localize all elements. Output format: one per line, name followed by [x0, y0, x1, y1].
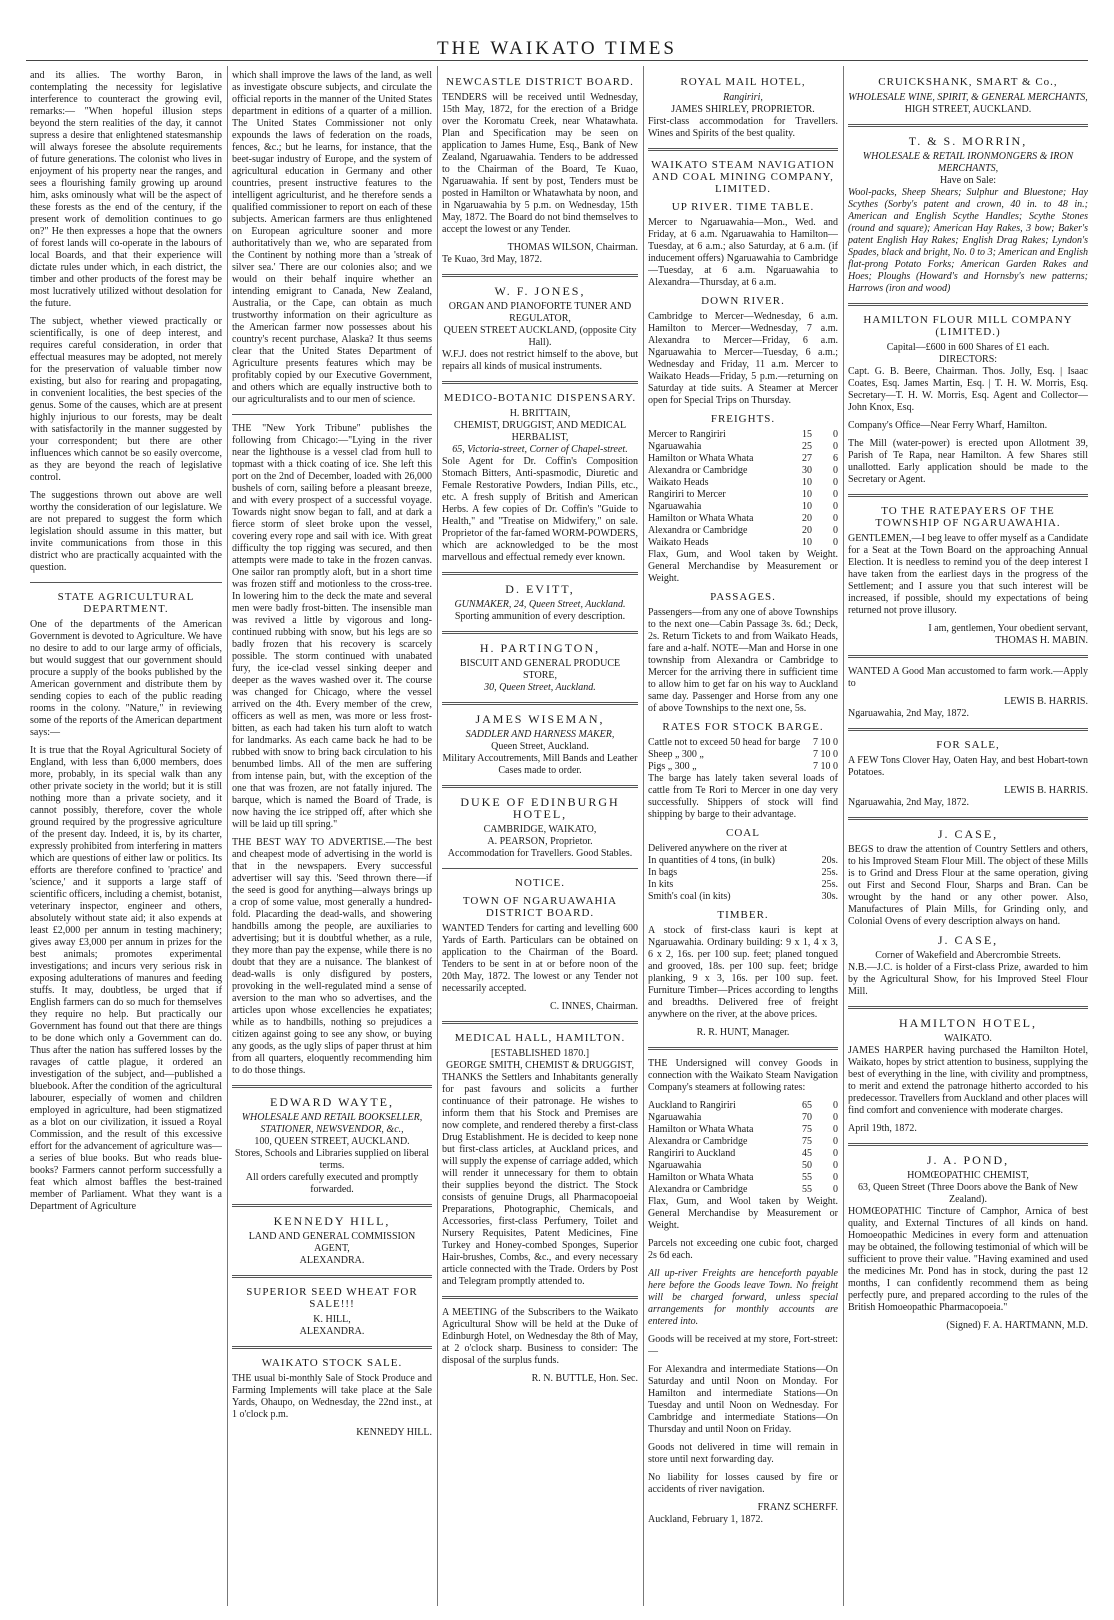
ad-body: Wool-packs, Sheep Shears; Sulphur and Bluestone; Hay Scythes (Sorby's patent and crown, 40 in. to 48 in.; American and English Scythe Handles; Scythe Stones (round and square); American Hay Rakes, 3 bow; Baker's patent English Hay Rakes; English Drag Rakes; Lyndon's Spades, black and bright, No. 0 to 3; American and English flat-prong Potato Forks; American Garden Rakes and Hoes; Ploughs (Howard's and Hornsby's new patterns; Harrows (iron and wood) — [848, 187, 1088, 294]
ad-heading: EDWARD WAYTE, — [270, 1095, 394, 1109]
ad-heading: FOR SALE, — [936, 739, 1000, 751]
conveyance-row — [648, 1112, 838, 1124]
freight-row — [648, 525, 838, 537]
ad-line: Capital—£600 in 600 Shares of £1 each. — [886, 342, 1050, 353]
divider — [442, 785, 638, 788]
article-paragraph: One of the departments of the American Government is devoted to Agriculture. We have no desire to add to our large army of officials, but would suggest that our government should procure a supply of the books published by the American government and distribute them by sending copies to each of the public reading rooms in the colony. "Nature," in reviewing some of the reports of the American department says:— — [30, 619, 222, 738]
divider — [232, 1204, 432, 1207]
section-heading: RATES FOR STOCK BARGE. — [662, 721, 824, 733]
ad-heading: WAIKATO STEAM NAVIGATION AND COAL MINING COMPANY, LIMITED. — [651, 159, 835, 195]
rate-route: Alexandra or Cambridge — [648, 1136, 748, 1147]
rate-route: Rangiriri to Auckland — [648, 1148, 736, 1159]
ad-town: ALEXANDRA. — [299, 1255, 365, 1266]
column-rule — [843, 66, 844, 1606]
rate-value: 15 — [802, 429, 812, 440]
stock-rate-row — [648, 737, 838, 749]
rate-value: 7 10 0 — [813, 749, 838, 760]
rate-value: 0 — [833, 429, 838, 440]
ad-name: GEORGE SMITH, CHEMIST & DRUGGIST, — [446, 1060, 634, 1071]
conveyance-row — [648, 1100, 838, 1112]
rate-value: 30s. — [821, 891, 838, 902]
ad-body: First-class accommodation for Travellers. Wines and Spirits of the best quality. — [648, 116, 838, 139]
divider — [848, 1006, 1088, 1009]
section-heading: COAL — [726, 827, 760, 839]
rate-route: Ngaruawahia — [648, 1160, 702, 1171]
divider — [848, 494, 1088, 497]
ad-heading: J. CASE, — [937, 827, 999, 841]
ad-trade: GUNMAKER, 24, Queen Street, Auckland. — [454, 599, 626, 610]
rate-value: 0 — [833, 1124, 838, 1135]
rate-route: Smith's coal (in kits) — [648, 891, 731, 902]
ad-body: Accommodation for Travellers. Good Stables. — [447, 848, 633, 859]
conveyance-row — [648, 1148, 838, 1160]
stock-rates-table — [648, 737, 838, 773]
stock-rate-row — [648, 749, 838, 761]
rate-value: 0 — [833, 501, 838, 512]
ad-address: 30, Queen Street, Auckland. — [484, 682, 596, 693]
masthead: THE WAIKATO TIMES — [437, 38, 677, 59]
divider — [232, 1275, 432, 1278]
column-3 — [442, 70, 638, 1605]
coal-row — [648, 855, 838, 867]
rate-value: 20 — [802, 525, 812, 536]
ad-body: Company's Office—Near Ferry Wharf, Hamilton. — [848, 420, 1048, 431]
ad-signature: KENNEDY HILL. — [356, 1427, 432, 1438]
ad-heading: J. A. POND, — [926, 1153, 1010, 1167]
ad-address: QUEEN STREET AUCKLAND, (opposite City Hall). — [443, 325, 637, 348]
ad-signature: R. N. BUTTLE, Hon. Sec. — [531, 1373, 638, 1384]
column-rule — [643, 66, 644, 1606]
ad-line: I am, gentlemen, Your obedient servant, — [928, 623, 1088, 634]
rate-route: In bags — [648, 867, 678, 878]
ad-address: HIGH STREET, AUCKLAND. — [904, 104, 1032, 115]
ad-body: Military Accoutrements, Mill Bands and Leather Cases made to order. — [442, 753, 638, 776]
rate-value: 0 — [833, 441, 838, 452]
freight-row — [648, 441, 838, 453]
ad-heading: MEDICO-BOTANIC DISPENSARY. — [443, 392, 637, 404]
ad-town: WAIKATO. — [944, 1033, 992, 1044]
rate-value: 0 — [833, 1184, 838, 1195]
ad-date: Te Kuao, 3rd May, 1872. — [442, 254, 543, 265]
rate-value: 75 — [802, 1136, 812, 1147]
ad-body: JAMES HARPER having purchased the Hamilton Hotel, Waikato, hopes by strict attention to business, supplying the best of everything in the line, with civility and promptness, to merit and extend the patronage hitherto accorded to his predecessor. Travellers from Auckland and other places will find comfort and convenience with moderate charges. — [848, 1045, 1088, 1116]
ad-heading: ROYAL MAIL HOTEL, — [680, 76, 806, 88]
column-rule — [227, 66, 228, 1606]
rate-route: Waikato Heads — [648, 537, 709, 548]
divider — [442, 572, 638, 575]
ad-body: The Mill (water-power) is erected upon Allotment 39, Parish of Te Rapa, near Hamilton. A few Shares still unallotted. Early application should be made to the Secretary or Agent. — [848, 438, 1088, 485]
rate-value: 0 — [833, 1136, 838, 1147]
ad-body: Capt. G. B. Beere, Chairman. Thos. Jolly, Esq. | Isaac Coates, Esq. James Martin, Esq. | T. H. W. Morris, Esq. Secretary—T. H. W. Morris, Esq. Agent and Collector—John Knox, Esq. — [848, 366, 1088, 413]
rate-value: 0 — [833, 1160, 838, 1171]
divider — [232, 1346, 432, 1349]
ad-body: WANTED A Good Man accustomed to farm work.—Apply to — [848, 666, 1088, 689]
article-heading: STATE AGRICULTURAL DEPARTMENT. — [57, 591, 195, 615]
freight-row — [648, 489, 838, 501]
rate-route: Waikato Heads — [648, 477, 709, 488]
ad-signature: THOMAS H. MABIN. — [995, 635, 1088, 646]
ad-line: Stores, Schools and Libraries supplied on liberal terms. — [234, 1148, 430, 1171]
article-paragraph: THE "New York Tribune" publishes the following from Chicago:—"Lying in the river near the lighthouse is a vessel clad from hull to topmast with a thick coating of ice. She left this port on the 2nd of December, loaded with 26,000 bushels of corn, sailing before a pleasant breeze, and with every prospect of a successful voyage. Towards night snow began to fall, and at dark a fierce storm of sleet broke upon the vessel, covering every rope and sail with ice. With great difficulty the top rigging was secured, and then attempts were made to take in the frozen canvas. One sailor ran promptly aloft, but in a short time was frozen stiff and motionless to the cross-tree. In lowering him to the deck the mate and several men were badly frost-bitten. The insensible man was revived a little by vigorous and long-continued rubbing with snow, but his legs are so badly frozen that his recovery is scarcely possible. The storm continued with unabated fury, the ice-clad vessel sinking deeper and deeper as the waves washed over it. The course was changed for Chicago, where the vessel arrived on the 4th. Every member of the crew, officers as well as men, was more or less frost-bitten, as each had taken his turn aloft to watch for landmarks. As each came back he had to be rubbed with snow to bring back circulation to his benumbed limbs. All of the men are suffering from intense pain, but, with the exception of the one that was frozen, are not fatally injured. The barque, which is named the Board of Trade, is now having the ice stripped off, after which she will be laid up till spring." — [232, 423, 432, 830]
timetable-text: Cambridge to Mercer—Wednesday, 6 a.m. Hamilton to Mercer—Wednesday, 7 a.m. Alexandra to Mercer—Friday, 6 a.m. Ngaruawahia to Mercer—Tuesday, 6 a.m.; Wednesday and Friday, 11 a.m. Mercer to Waikato Heads—Friday, 5 p.m.—returning on Saturday at tide suits. A Steamer at Mercer open for Special Trips on Thursday. — [648, 311, 838, 406]
ad-line: Have on Sale: — [939, 175, 997, 186]
ad-heading: KENNEDY HILL, — [273, 1214, 391, 1228]
coal-row — [648, 891, 838, 903]
ad-proprietor: JAMES SHIRLEY, PROPRIETOR. — [671, 104, 815, 115]
divider — [848, 124, 1088, 127]
ad-heading: TOWN OF NGARUAWAHIA DISTRICT BOARD. — [462, 895, 618, 919]
ad-date: Ngaruawahia, 2nd May, 1872. — [848, 708, 969, 719]
conveyance-rates-table — [648, 1100, 838, 1196]
divider — [442, 274, 638, 277]
ad-date: April 19th, 1872. — [848, 1123, 917, 1134]
freight-row — [648, 429, 838, 441]
rate-route: In quantities of 4 tons, (in bulk) — [648, 855, 775, 866]
divider — [442, 702, 638, 705]
ad-date: Auckland, February 1, 1872. — [648, 1514, 763, 1525]
timetable-text: Mercer to Ngaruawahia—Mon., Wed. and Friday, at 6 a.m. Ngaruawahia to Hamilton—Tuesday, at 6 a.m.; also Saturday, at 6 a.m. (if inducement offers) Ngaruawahia to Cambridge—Tuesday, at 6 a.m. Ngaruawahia to Alexandra—Thursday, at 6 a.m. — [648, 217, 838, 288]
rate-value: 20 — [802, 513, 812, 524]
divider — [442, 381, 638, 384]
conveyance-row — [648, 1172, 838, 1184]
ad-note: Flax, Gum, and Wool taken by Weight. General Merchandise by Measurement or Weight. — [648, 549, 838, 584]
ad-heading: W. F. JONES, — [494, 284, 586, 298]
ad-heading: WAIKATO STOCK SALE. — [261, 1357, 403, 1369]
article-paragraph: and its allies. The worthy Baron, in contemplating the necessity for legislative interference to counteract the growing evil, remarks:— "When hopeful illusion steps beyond the stern realities of the day, it cannot supress a desire that enlightened statesmanship will always foresee the absolute requirements of future generations. The colonist who lives in enjoyment of his property near the ranges, and sees a flourishing family growing up around him, asks ominously what will be the aspect of these forests as the end of the century, if the present work of demolition continues to go on?" He then expresses a hope that the owners of forest lands will co-operate in the labours of local Boards, and that their experience will dictate rules under which, in each district, the timber and other products of the forest may be most lucratively utilized without desolation for the future. — [30, 70, 222, 309]
ad-body: TENDERS will be received until Wednesday, 15th May, 1872, for the erection of a Bridge over the Koromatu Creek, near Whatawhata. Plan and Specification may be seen on application to James Hume, Esq., Bank of New Zealand, Ngaruawahia. Tenders to be addressed to the Chairman of the Board, Te Kuao, Ngaruawahia. If sent by post, Tenders must be posted in Hamilton or Whatawhata by noon, and in Ngaruawahia by 5 p.m. on Wednesday, 15th May, 1872. The Board do not bind themselves to accept the lowest or any Tender. — [442, 92, 638, 235]
ad-heading: HAMILTON FLOUR MILL COMPANY (LIMITED.) — [863, 314, 1073, 338]
rate-value: 7 10 0 — [813, 737, 838, 748]
divider — [442, 868, 638, 869]
ad-body: HOMŒOPATHIC Tincture of Camphor, Arnica of best quality, and External Tinctures of all kinds on hand. Homoeopathic Medicines in every form and attenuation may be obtained, the following testimonial of which will be sufficient to prove their value. "Having examined and used the medicines Mr. Pond has in stock, during the past 12 months, I can confidently recommend them as being perfectly pure, and prepared according to the rules of the British Homoeopathic Pharmacopoeia." — [848, 1206, 1088, 1313]
rate-value: 75 — [802, 1124, 812, 1135]
divider — [848, 303, 1088, 306]
ad-address: 100, QUEEN STREET, AUCKLAND. — [254, 1136, 410, 1147]
rate-value: 55 — [802, 1184, 812, 1195]
ad-heading: HAMILTON HOTEL, — [899, 1016, 1037, 1030]
rate-value: 0 — [833, 513, 838, 524]
rate-route: Ngaruawahia — [648, 1112, 702, 1123]
ad-signature: R. R. HUNT, Manager. — [696, 1027, 790, 1038]
freight-row — [648, 513, 838, 525]
rate-value: 10 — [802, 537, 812, 548]
rate-value: 25s. — [821, 867, 838, 878]
rate-value: 10 — [802, 489, 812, 500]
coal-row — [648, 867, 838, 879]
ad-heading: T. & S. MORRIN, — [908, 134, 1028, 148]
rate-value: 0 — [833, 489, 838, 500]
ad-trade: WHOLESALE AND RETAIL BOOKSELLER, STATIONER, NEWSVENDOR, &c., — [241, 1112, 423, 1135]
freight-row — [648, 453, 838, 465]
ad-line: All orders carefully executed and promptly forwarded. — [245, 1172, 419, 1195]
divider — [232, 414, 432, 415]
divider — [848, 817, 1088, 820]
ad-note: No liability for losses caused by fire or accidents of river navigation. — [648, 1472, 838, 1495]
ad-body: A FEW Tons Clover Hay, Oaten Hay, and best Hobart-town Potatoes. — [848, 755, 1088, 778]
column-2 — [232, 70, 432, 1605]
ad-trade: BISCUIT AND GENERAL PRODUCE STORE, — [459, 658, 621, 681]
section-heading: PASSAGES. — [710, 591, 776, 603]
ad-address: Corner of Wakefield and Abercrombie Streets. — [875, 950, 1061, 961]
divider — [648, 148, 838, 151]
rate-value: 0 — [833, 1172, 838, 1183]
rate-value: 0 — [833, 537, 838, 548]
ad-heading: D. EVITT, — [505, 582, 575, 596]
ad-note: The barge has lately taken several loads of cattle from Te Rori to Mercer in one day very successfully. Shippers of stock will find shipping by barge to their advantage. — [648, 773, 838, 820]
ad-body: THE Undersigned will convey Goods in connection with the Waikato Steam Navigation Company's steamers at following rates: — [648, 1058, 838, 1093]
ad-address: Queen Street, Auckland. — [491, 741, 589, 752]
ad-heading: MEDICAL HALL, HAMILTON. — [454, 1032, 626, 1044]
ad-body: W.F.J. does not restrict himself to the above, but repairs all kinds of musical instruments. — [442, 349, 638, 372]
freight-row — [648, 501, 838, 513]
rate-route: Hamilton or Whata Whata — [648, 453, 754, 464]
ad-note: For Alexandra and intermediate Stations—On Saturday and until Noon on Monday. For Hamilton and intermediate Stations—On Tuesday and until Noon on Wednesday. For Cambridge and intermediate Stations—On Thursday and until Noon on Friday. — [648, 1364, 838, 1435]
ad-signature: FRANZ SCHERFF. — [757, 1502, 838, 1513]
rate-route: Hamilton or Whata Whata — [648, 513, 754, 524]
ad-heading: TO THE RATEPAYERS OF THE TOWNSHIP OF NGARUAWAHIA. — [875, 505, 1061, 529]
conveyance-row — [648, 1136, 838, 1148]
rate-value: 0 — [833, 525, 838, 536]
divider — [30, 582, 222, 583]
ad-note: Parcels not exceeding one cubic foot, charged 2s 6d each. — [648, 1238, 838, 1261]
ad-body: Sporting ammunition of every description. — [454, 611, 626, 622]
section-heading: FREIGHTS. — [710, 413, 776, 425]
ad-name: H. BRITTAIN, — [509, 408, 571, 419]
coal-row — [648, 879, 838, 891]
rate-route: Auckland to Rangiriri — [648, 1100, 736, 1111]
rate-value: 27 — [802, 453, 812, 464]
ad-heading: DUKE OF EDINBURGH HOTEL, — [460, 795, 620, 821]
ad-body: THE usual bi-monthly Sale of Stock Produce and Farming Implements will take place at the Sale Yards, Ohaupo, on Wednesday, the 22nd inst., at 1 o'clock p.m. — [232, 1373, 432, 1420]
article-paragraph: THE BEST WAY TO ADVERTISE.—The best and cheapest mode of advertising in the world is that in the newspapers. Every successful advertiser will say this. 'Seed thrown there—if the seed is good for anything—always brings up a crop of some value, most generally a hundred-fold. Placarding the dead-walls, and showering handbills among the people, are auxiliaries to advertising; but it is doubtful whether, as a rule, they more than pay the expense, while there is no doubt that they are a nuisance. The blankest of dead-walls is only disfigured by posters, provoking in the well-regulated mind a sense of aversion to the man who so advertises, and the articles upon whose excellencies he expatiates; while as to handbills, nothing so prejudices a citizen against going to see any show, or buying any goods, as the ugly slips of paper thrust at him from all quarters, eloquently recommending him to do those things. — [232, 837, 432, 1076]
rate-value: 10 — [802, 477, 812, 488]
rate-route: Cattle not to exceed 50 head for barge — [648, 737, 801, 748]
ad-signature: THOMAS WILSON, Chairman. — [507, 242, 638, 253]
ad-note: Goods not delivered in time will remain in store until next forwarding day. — [648, 1442, 838, 1465]
ad-trade: CHEMIST, DRUGGIST, AND MEDICAL HERBALIST, — [453, 420, 627, 443]
rate-route: In kits — [648, 879, 674, 890]
rate-value: 0 — [833, 1112, 838, 1123]
ad-body: GENTLEMEN,—I beg leave to offer myself as a Candidate for a Seat at the Town Board on the approaching Annual Election. It is needless to remind you of the deep interest I have taken from the earliest days in the progress of the Settlement; and I assure you that such interest will be increased, if possible, should my expectations of being returned not prove illusory. — [848, 533, 1088, 616]
column-5 — [848, 70, 1088, 1605]
rate-value: 0 — [833, 1148, 838, 1159]
rate-route: Alexandra or Cambridge — [648, 465, 748, 476]
ad-signature: LEWIS B. HARRIS. — [1004, 785, 1088, 796]
ad-line: Delivered anywhere on the river at — [648, 843, 788, 854]
ad-signature: LEWIS B. HARRIS. — [1004, 696, 1088, 707]
ad-address: 65, Victoria-street, Corner of Chapel-street. — [452, 444, 628, 455]
conveyance-row — [648, 1124, 838, 1136]
ad-heading: NEWCASTLE DISTRICT BOARD. — [446, 76, 634, 88]
ad-established: [ESTABLISHED 1870.] — [490, 1048, 590, 1059]
rate-route: Sheep „ 300 „ — [648, 749, 704, 760]
rate-value: 0 — [833, 477, 838, 488]
section-heading: UP RIVER. TIME TABLE. — [671, 201, 815, 213]
divider — [848, 1143, 1088, 1146]
column-1 — [30, 70, 222, 1605]
ad-date: Ngaruawahia, 2nd May, 1872. — [848, 797, 969, 808]
section-heading: TIMBER. — [717, 909, 769, 921]
ad-trade: WHOLESALE WINE, SPIRIT, & GENERAL MERCHANTS, — [848, 92, 1088, 103]
article-paragraph: It is true that the Royal Agricultural Society of England, with less than 6,000 members, does more, probably, in its special walk than any other private society in the world; but it is still nothing more than a private society, and it cannot possibly, therefore, cover the whole ground required by the progressive agriculture of the present day. Indeed, it is, by its charter, expressly prohibited from interfering in matters which are questions of either law or politics. Its efforts are therefore confined to 'practice' and 'science,' and it supports a large staff of scientific officers, including a chemist, botanist, veterinary inspector, engineer and others, absolutely without state aid; it also expends at least £2,000 per annum in testing machinery; gives away £3,000 per annum in prizes for the best animals; promotes experimental investigations; and incurs very serious risk in exposing adulterations of manures and feeding stuffs. It may, doubtless, be urged that if English farmers can do so much for themselves they require no help. But practically our Government has found out that there are things to be done which only a Government can do. Thus after the nation has suffered losses by the ravages of cattle plague, it ordered an investigation of the subject, and—published a bluebook. After the condition of the agricultural labourer, especially of women and children employed in agriculture, had been stigmatized as a blot on our civilization, it issued a Royal Commission, and the result of this excessive effort for the advancement of agriculture was—a series of blue books. But who reads blue-books? Farmers cannot perform successfully a feat which almost baffles the best-trained member of Parliament. What they want is a Department of Agriculture — [30, 745, 222, 1212]
ad-note: N.B.—J.C. is holder of a First-class Prize, awarded to him by the Agricultural Show, for his Improved Steel Flour Mill. — [848, 962, 1088, 997]
rate-value: 55 — [802, 1172, 812, 1183]
divider — [442, 1021, 638, 1024]
rate-route: Alexandra or Cambridge — [648, 1184, 748, 1195]
ad-body: Passengers—from any one of above Townships to the next one—Cabin Passage 3s. 6d.; Deck, 2s. Return Tickets to and from Waikato Heads, fare and a-half. NOTE—Man and Horse in one township from Alexandra or Cambridge to Mercer for the arriving there in sufficient time to allow him to get far on his way to Auckland same day. Passenger and Horse from any one of above Townships to the next one, 5s. — [648, 607, 838, 714]
rate-value: 65 — [802, 1100, 812, 1111]
ad-trade: LAND AND GENERAL COMMISSION AGENT, — [248, 1231, 416, 1254]
rate-value: 25s. — [821, 879, 838, 890]
ad-body: Sole Agent for Dr. Coffin's Composition Stomach Bitters, Anti-spasmodic, Diuretic and Female Restorative Powders, Indian Pills, etc., etc. A fresh supply of British and American Herbs. A few copies of Dr. Coffin's "Guide to Health," and "Treatise on Midwifery," on sale. Proprietor of the far-famed WORM-POWDERS, which are acknowledged to be the most marvellous and effectual remedy ever known. — [442, 456, 638, 563]
ad-line: DIRECTORS: — [938, 354, 998, 365]
ad-heading: H. PARTINGTON, — [479, 641, 601, 655]
ad-town: ALEXANDRA. — [299, 1326, 365, 1337]
rate-route: Ngaruawahia — [648, 441, 702, 452]
divider — [442, 1296, 638, 1299]
ad-town: CAMBRIDGE, WAIKATO, — [483, 824, 597, 835]
rate-value: 0 — [833, 465, 838, 476]
rate-value: 10 — [802, 501, 812, 512]
rate-route: Hamilton or Whata Whata — [648, 1172, 754, 1183]
rate-value: 70 — [802, 1112, 812, 1123]
rate-route: Hamilton or Whata Whata — [648, 1124, 754, 1135]
article-paragraph: The suggestions thrown out above are well worthy the consideration of our legislature. We are not prepared to suggest the form which legislation should assume in this matter, but invite communications from those in this district who are practically acquainted with the question. — [30, 490, 222, 573]
ad-note: Goods will be received at my store, Fort-street:— — [648, 1334, 838, 1357]
ad-trade: HOMŒOPATHIC CHEMIST, — [907, 1170, 1029, 1181]
ad-heading: NOTICE. — [514, 877, 566, 889]
section-heading: DOWN RIVER. — [701, 295, 785, 307]
rate-value: 50 — [802, 1160, 812, 1171]
ad-body: THANKS the Settlers and Inhabitants generally for past favours and solicits a further continuance of their patronage. He wishes to inform them that his Stock and Premises are now complete, and rendered thereby a first-class Drug Establishment. He is decided to keep none but first-class articles, at Auckland prices, and will supply the expense of carriage added, which will render it unnecessary for them to obtain their supplies beyond the district. The Stock consists of genuine Drugs, all Pharmacopoeial Preparations, Photographic, Chemicals, and Accessories, first-class Perfumery, Toilet and Nursery Requisites, Patent Medicines, Fine Turkey and Honey-combed Sponges, Superior Hair-brushes, Combs, &c., and every necessary article connected with the Trade. Orders by Post and Telegram promptly attended to. — [442, 1072, 638, 1287]
ad-body: BEGS to draw the attention of Country Settlers and others, to his Improved Steam Flour Mill. The object of these Mills is to Grind and Dress Flour at the same operation, giving out First and Second Flour, Sharps and Bran. Can be wrought by the hand or any other power. Also, Manufactures of Plain Mills, for Grinding only, and Colonial Ovens of every description always on hand. — [848, 844, 1088, 927]
divider — [232, 1085, 432, 1088]
freight-row — [648, 465, 838, 477]
divider — [848, 655, 1088, 658]
ad-trade: SADDLER AND HARNESS MAKER, — [465, 729, 615, 740]
freights-table — [648, 429, 838, 549]
rate-value: 0 — [833, 1100, 838, 1111]
rate-route: Pigs „ 300 „ — [648, 761, 697, 772]
conveyance-row — [648, 1184, 838, 1196]
ad-body: A MEETING of the Subscribers to the Waikato Agricultural Show will be held at the Duke of Edinburgh Hotel, on Wednesday the 8th of May, at 2 o'clock sharp. Business to consider: The disposal of the surplus funds. — [442, 1307, 638, 1366]
rate-route: Alexandra or Cambridge — [648, 525, 748, 536]
rate-value: 25 — [802, 441, 812, 452]
masthead-rule — [26, 60, 1088, 61]
ad-trade: WHOLESALE & RETAIL IRONMONGERS & IRON MERCHANTS, — [862, 151, 1074, 174]
freight-row — [648, 537, 838, 549]
ad-signature: (Signed) F. A. HARTMANN, M.D. — [946, 1320, 1088, 1331]
ad-body: WANTED Tenders for carting and levelling 600 Yards of Earth. Particulars can be obtained on application to the Chairman of the Board. Tenders to be sent in at or before noon of the 20th May, 1872. The lowest or any Tender not necessarily accepted. — [442, 923, 638, 994]
rate-route: Ngaruawahia — [648, 501, 702, 512]
rate-route: Rangiriri to Mercer — [648, 489, 726, 500]
ad-trade: ORGAN AND PIANOFORTE TUNER AND REGULATOR, — [448, 301, 632, 324]
ad-heading: CRUICKSHANK, SMART & Co., — [878, 76, 1058, 88]
ad-heading: SUPERIOR SEED WHEAT FOR SALE!!! — [246, 1286, 418, 1310]
ad-body: A stock of first-class kauri is kept at Ngaruawahia. Ordinary building: 9 x 1, 4 x 3, 6 x 2, 16s. per 100 sup. feet; planed tongued and grooved, 18s. per 100 sup. feet; bridge planking, 9 x 3, 16s. per 100 sup. feet. Furniture Timber—Prices according to lengths and breadths. Delivered free of freight anywhere on the river, at the above prices. — [648, 925, 838, 1020]
ad-proprietor: A. PEARSON, Proprietor. — [487, 836, 593, 847]
ad-town: Rangiriri, — [723, 92, 763, 103]
ad-heading: JAMES WISEMAN, — [475, 712, 605, 726]
article-paragraph: The subject, whether viewed practically or scientifically, is one of deep interest, and requires careful consideration, in order that effectual measures may be adopted, not merely for the preservation of valuable timber now existing, but also for rearing and propagating, in convenient localities, the best species of the genus. Some of the causes, which are at present highly injurious to our forests, may be dealt with satisfactorily in the manner suggested by your correspondent; but there are other influences which cannot be so easily overcome, as they are beyond the reach of legislative control. — [30, 316, 222, 483]
ad-address: 63, Queen Street (Three Doors above the Bank of New Zealand). — [858, 1182, 1078, 1205]
divider — [648, 1047, 838, 1050]
column-4 — [648, 70, 838, 1605]
ad-name: K. HILL, — [313, 1314, 351, 1325]
divider — [848, 728, 1088, 731]
article-paragraph: which shall improve the laws of the land, as well as investigate obscure subjects, and circulate the official reports in the manner of the United States department in editions of a quarter of a million. The United States Commissioner not only expounds the laws of federation on the roads, fences, &c.; but he learns, for instance, that the beet-sugar industry of Europe, and the system of agricultural education in Germany and other countries, present instructive features to the intelligent agriculturist, and he therefore sends a qualified commissioner to report on each of these subjects. American farmers are thus enlightened on European agriculture sooner and more authoritatively than we, who are separated from the Continent by nothing more than a 'streak of silver sea.' There are our colonies also; and we would on their behalf inquire whether an intending emigrant to Canada, New Zealand, Australia, or the Cape, can obtain as much trustworthy information on their agriculture as the American farmer now possesses about his country's recent purchase, Alaska? It thus seems clear that the United States Department of Agriculture presents features which may be profitably copied by our Executive Government, and others which are equally instructive both to our agriculturalists and to our men of science. — [232, 70, 432, 405]
divider — [442, 631, 638, 634]
rate-value: 30 — [802, 465, 812, 476]
stock-rate-row — [648, 761, 838, 773]
rate-value: 45 — [802, 1148, 812, 1159]
column-rule — [437, 66, 438, 1606]
rate-value: 7 10 0 — [813, 761, 838, 772]
rate-value: 20s. — [821, 855, 838, 866]
conveyance-row — [648, 1160, 838, 1172]
rate-value: 6 — [833, 453, 838, 464]
ad-note: All up-river Freights are henceforth payable here before the Goods leave Town. No freight will be charged forward, unless special arrangements for monthly accounts are entered into. — [648, 1268, 838, 1327]
rate-route: Mercer to Rangiriri — [648, 429, 726, 440]
ad-heading: J. CASE, — [937, 933, 999, 947]
ad-note: Flax, Gum, and Wool taken by Weight. General Merchandise by Measurement or Weight. — [648, 1196, 838, 1231]
freight-row — [648, 477, 838, 489]
coal-table — [648, 855, 838, 903]
ad-signature: C. INNES, Chairman. — [549, 1001, 638, 1012]
